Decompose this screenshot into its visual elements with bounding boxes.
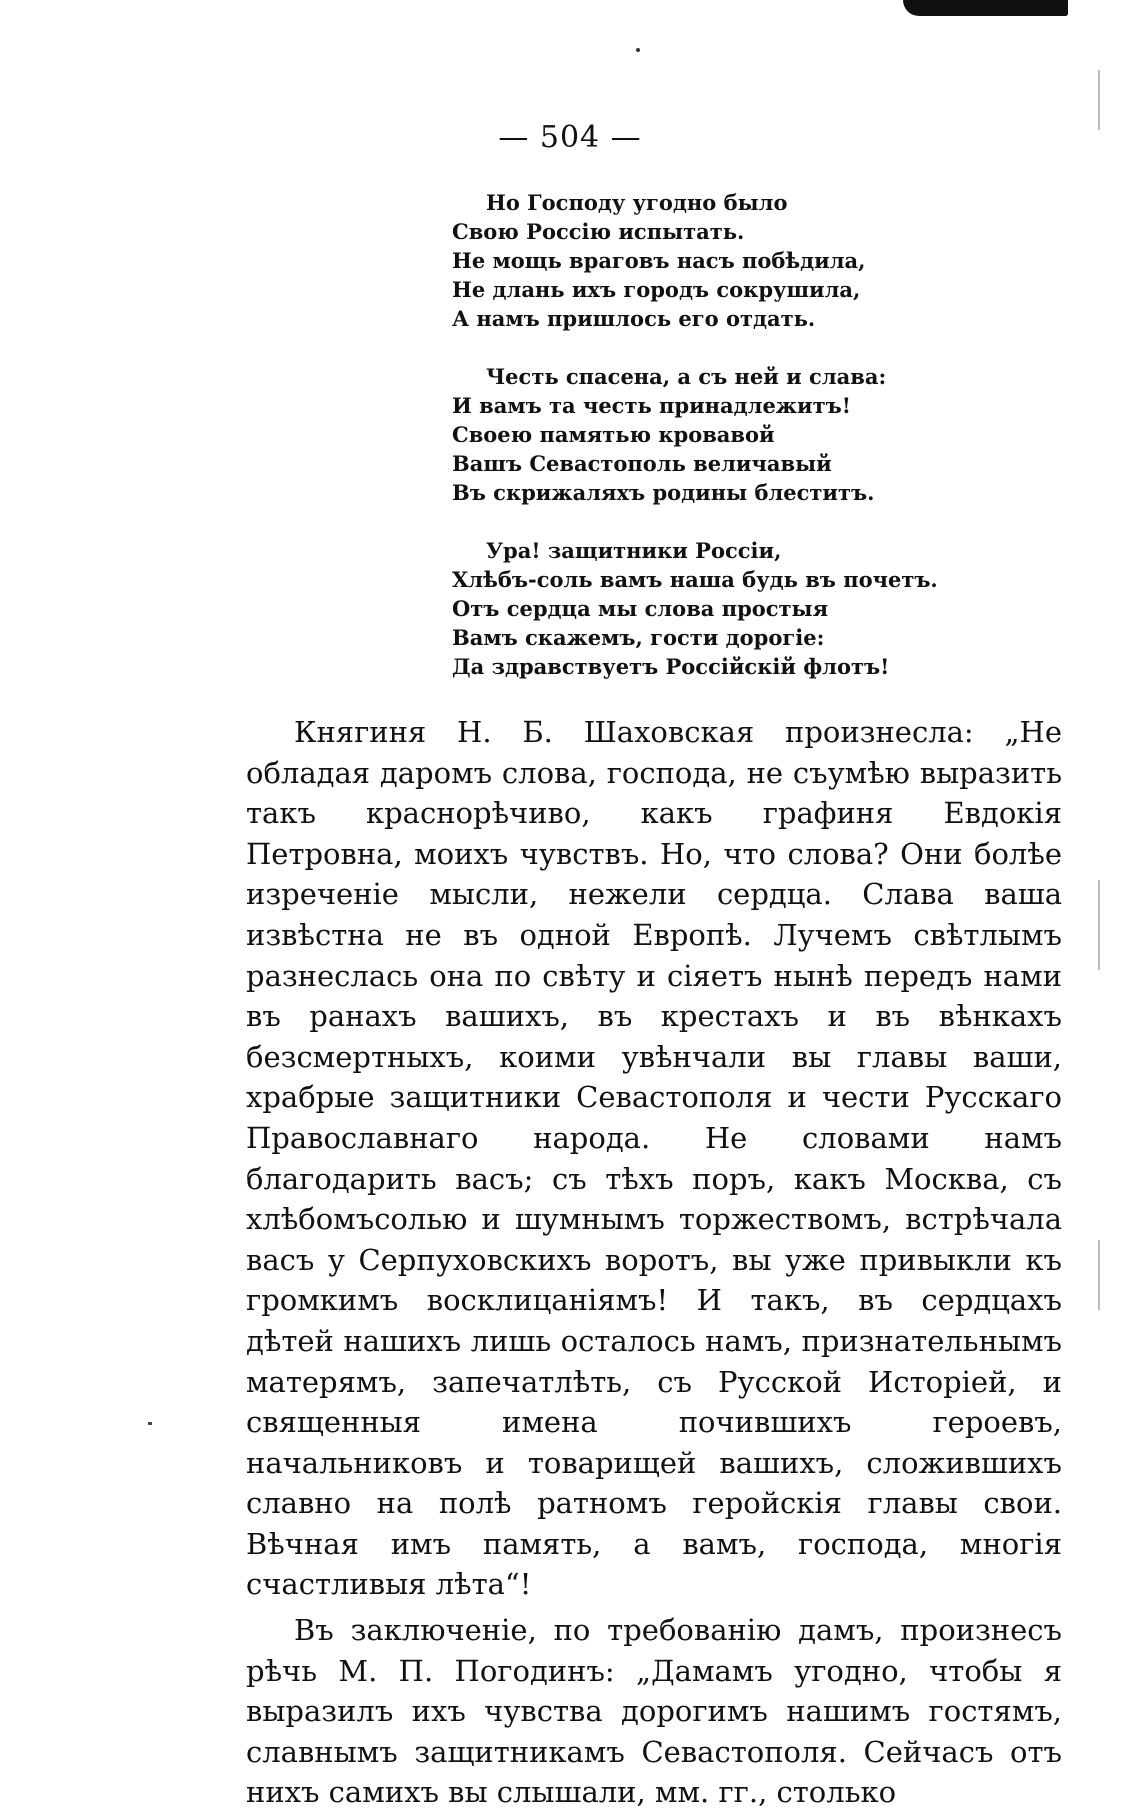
stanza (452, 362, 938, 507)
poem-line: Но Господу угодно было (486, 190, 788, 215)
poem-line: Своею памятью кровавой (452, 422, 775, 447)
prose-body (246, 712, 1062, 1818)
poem-line: Честь спасена, а съ ней и слава: (486, 364, 887, 389)
stanza (452, 536, 938, 681)
poem-line: Не мощь враговъ насъ побѣдила, (452, 248, 866, 273)
poem-line: Не длань ихъ городъ сокрушила, (452, 277, 861, 302)
poem-line: Вамъ скажемъ, гости дорогiе: (452, 625, 825, 650)
page-edge-line (1098, 880, 1100, 970)
stanza (452, 188, 938, 333)
poem-line: Свою Россiю испытать. (452, 219, 745, 244)
poem-line: И вамъ та честь принадлежитъ! (452, 393, 851, 418)
page-number: — 504 — (498, 120, 642, 155)
poem-line: Да здравствуетъ Россiйскiй флотъ! (452, 654, 890, 679)
scan-artifact-top (903, 0, 1068, 16)
paragraph-pogodin-speech: Въ заключенiе, по требованiю дамъ, произнесъ рѣчь М. П. Погодинъ: „Дамамъ угодно, чтобы я выразилъ ихъ чувства дорогимъ нашимъ гостямъ, славнымъ защитникамъ Севастополя. Сейчасъ отъ нихъ самихъ вы слышали, мм. гг., столько (246, 1613, 1062, 1810)
poem-line: Хлѣбъ-соль вамъ наша будь въ почетъ. (452, 567, 938, 592)
scan-speck (636, 48, 640, 52)
poem-line: А намъ пришлось его отдать. (452, 306, 816, 331)
page-edge-line (1098, 1240, 1100, 1310)
poem-line: Вашъ Севастополь величавый (452, 451, 832, 476)
scan-speck (148, 1422, 152, 1425)
poem-line: Отъ сердца мы слова простыя (452, 596, 829, 621)
paragraph-shakhovskaya-speech: Княгиня Н. Б. Шаховская произнесла: „Не обладая даромъ слова, господа, не съумѣю выразить такъ краснорѣчиво, какъ графиня Евдокiя Петровна, моихъ чувствъ. Но, что слова? Они болѣе изреченiе мысли, нежели сердца. Слава ваша извѣстна не въ одной Европѣ. Лучемъ свѣтлымъ разнеслась она по свѣту и сiяетъ нынѣ передъ нами въ ранахъ вашихъ, въ крестахъ и въ вѣнкахъ безсмертныхъ, коими увѣнчали вы главы ваши, храбрые защитники Севастополя и чести Русскаго Православнаго народа. Не словами намъ благодарить васъ; съ тѣхъ поръ, какъ Москва, съ хлѣбомъсолью и шумнымъ торжествомъ, встрѣчала васъ у Серпуховскихъ воротъ, вы уже привыкли къ громкимъ восклицанiямъ! И такъ, въ сердцахъ дѣтей нашихъ лишь осталось намъ, признательнымъ матерямъ, запечатлѣть, съ Русской Исторiей, и священныя имена почившихъ героевъ, начальниковъ и товарищей вашихъ, сложившихъ славно на полѣ ратномъ геройскiя главы свои. Вѣчная имъ память, а вамъ, господа, многiя счастливыя лѣта“! (246, 715, 1062, 1602)
poem-line: Ура! защитники Россiи, (486, 538, 782, 563)
poem (452, 188, 938, 710)
poem-line: Въ скрижаляхъ родины блеститъ. (452, 480, 875, 505)
